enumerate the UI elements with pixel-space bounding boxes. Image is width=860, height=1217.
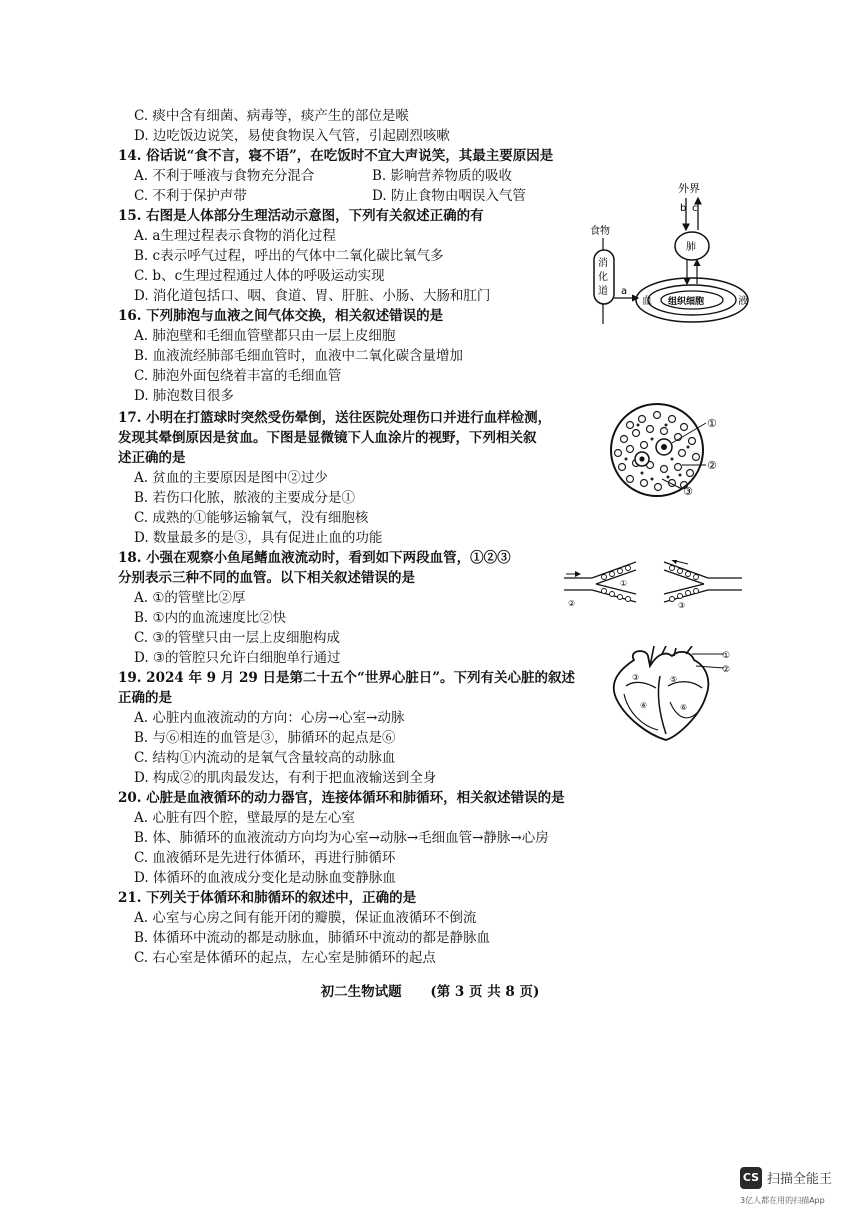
- q20-option-c: C. 血液循环是先进行体循环，再进行肺循环: [134, 850, 396, 866]
- q18-stem-2: 分别表示三种不同的血管。以下相关叙述错误的是: [118, 570, 415, 586]
- q16-stem: 16. 下列肺泡与血液之间气体交换，相关叙述错误的是: [118, 308, 444, 324]
- page-number: (第 3 页 共 8 页): [430, 984, 540, 1000]
- q20-stem: 20. 心脏是血液循环的动力器官，连接体循环和肺循环，相关叙述错误的是: [118, 790, 565, 806]
- outside-label: 外界: [678, 182, 700, 195]
- tract-char-2: 化: [598, 272, 608, 283]
- septum: [658, 676, 666, 734]
- q19-option-b: B. 与⑥相连的血管是③，肺循环的起点是⑥: [134, 730, 396, 746]
- q15-stem: 15. 右图是人体部分生理活动示意图，下列有关叙述正确的有: [118, 208, 484, 224]
- camscanner-logo: CS: [740, 1167, 762, 1189]
- heart-label-5: ⑤: [670, 675, 678, 684]
- leader-3: [662, 479, 682, 489]
- tissue-label: 组织细胞: [668, 297, 705, 307]
- q14-stem: 14. 俗话说“食不言，寝不语”，在吃饭时不宜大声说笑，其最主要原因是: [118, 148, 554, 164]
- q17-stem-1: 17. 小明在打篮球时突然受伤晕倒，送往医院处理伤口并进行血样检测，: [118, 410, 552, 426]
- q18-option-b: B. ①内的血流速度比②快: [134, 610, 287, 626]
- q18-option-a: A. ①的管壁比②厚: [134, 590, 246, 606]
- b-label: b: [680, 203, 687, 214]
- heart-leader-2: [696, 666, 724, 668]
- q20-option-d: D. 体循环的血液成分变化是动脉血变静脉血: [134, 870, 396, 886]
- q21-stem: 21. 下列关于体循环和肺循环的叙述中，正确的是: [118, 890, 417, 906]
- heart-label-2: ②: [722, 665, 731, 675]
- label-3: ③: [683, 485, 693, 498]
- q15-option-a: A. a生理过程表示食物的消化过程: [134, 228, 336, 244]
- lung-label: 肺: [686, 242, 696, 253]
- q21-option-c: C. 右心室是体循环的起点，左心室是肺循环的起点: [134, 950, 436, 966]
- right-label-3: ③: [678, 601, 686, 610]
- valves: [626, 682, 702, 688]
- q14-option-d: D. 防止食物由咽误入气管: [372, 188, 526, 204]
- brand-name: 扫描全能王: [767, 1172, 833, 1187]
- q17-option-b: B. 若伤口化脓，脓液的主要成分是①: [134, 490, 356, 506]
- q13-option-d: D. 边吃饭边说笑，易使食物误入气管，引起剧烈咳嗽: [134, 128, 450, 144]
- q17-option-a: A. 贫血的主要原因是图中②过少: [134, 470, 328, 486]
- q17-option-c: C. 成熟的①能够运输氧气，没有细胞核: [134, 510, 369, 526]
- tract-char-1: 消: [598, 258, 608, 269]
- heart-label-1: ①: [722, 651, 731, 661]
- q16-option-c: C. 肺泡外面包绕着丰富的毛细血管: [134, 368, 342, 384]
- q15-physiology-diagram: [586, 178, 756, 328]
- q17-blood-smear: [602, 403, 728, 499]
- q15-option-c: C. b、c生理过程通过人体的呼吸运动实现: [134, 268, 385, 284]
- vessel-right: [664, 562, 742, 602]
- q14-option-b: B. 影响营养物质的吸收: [372, 168, 513, 184]
- wbc-nucleus-1: [661, 444, 667, 450]
- label-1: ①: [707, 417, 717, 430]
- q15-option-d: D. 消化道包括口、咽、食道、胃、肝脏、小肠、大肠和肛门: [134, 288, 491, 304]
- a-label: a: [621, 286, 628, 297]
- c-label: c: [692, 203, 698, 214]
- food-label: 食物: [590, 226, 610, 237]
- q17-stem-3: 述正确的是: [118, 450, 186, 466]
- q19-option-a: A. 心脏内血液流动的方向：心房→心室→动脉: [134, 710, 405, 726]
- exam-title: 初二生物试题: [320, 984, 402, 1000]
- q21-option-b: B. 体循环中流动的都是动脉血，肺循环中流动的都是静脉血: [134, 930, 491, 946]
- q19-option-c: C. 结构①内流动的是氧气含量较高的动脉血: [134, 750, 396, 766]
- q19-heart-diagram: [606, 646, 732, 742]
- wbc-nucleus-2: [639, 456, 644, 461]
- heart-label-4: ④: [640, 701, 648, 710]
- brand-tagline: 3亿人都在用的扫描App: [740, 1196, 825, 1205]
- heart-label-3: ③: [632, 673, 640, 682]
- page-footer: [0, 980, 860, 1000]
- fluid-label: 液: [738, 296, 748, 307]
- q17-option-d: D. 数量最多的是③，具有促进止血的功能: [134, 530, 383, 546]
- q21-option-a: A. 心室与心房之间有能开闭的瓣膜，保证血液循环不倒流: [134, 910, 477, 926]
- q20-option-a: A. 心脏有四个腔，壁最厚的是左心室: [134, 810, 355, 826]
- q18-option-d: D. ③的管腔只允许白细胞单行通过: [134, 650, 341, 666]
- q16-option-a: A. 肺泡壁和毛细血管壁都只由一层上皮细胞: [134, 328, 396, 344]
- heart-outline: [614, 651, 709, 740]
- q18-stem-1: 18. 小强在观察小鱼尾鳍血液流动时，看到如下两段血管，①②③: [118, 550, 511, 566]
- blood-label: 血: [642, 296, 652, 307]
- heart-label-6: ⑥: [680, 703, 688, 712]
- q19-stem-2: 正确的是: [118, 690, 172, 706]
- flow-arrow-right: [672, 560, 688, 564]
- q16-option-b: B. 血液流经肺部毛细血管时，血液中二氧化碳含量增加: [134, 348, 464, 364]
- q19-option-d: D. 构成②的肌肉最发达，有利于把血液输送到全身: [134, 770, 437, 786]
- scanner-watermark: [740, 1167, 850, 1211]
- left-label-1: ①: [620, 579, 628, 588]
- q18-option-c: C. ③的管壁只由一层上皮细胞构成: [134, 630, 341, 646]
- tract-char-3: 道: [598, 286, 608, 297]
- q14-option-c: C. 不利于保护声带: [134, 188, 247, 204]
- left-label-2: ②: [568, 599, 576, 608]
- q18-vessels-diagram: [560, 560, 746, 610]
- label-2: ②: [707, 459, 717, 472]
- q20-option-b: B. 体、肺循环的血液流动方向均为心室→动脉→毛细血管→静脉→心房: [134, 830, 549, 846]
- q16-option-d: D. 肺泡数目很多: [134, 388, 234, 404]
- q14-option-a: A. 不利于唾液与食物充分混合: [134, 168, 315, 184]
- q17-stem-2: 发现其晕倒原因是贫血。下图是显微镜下人血涂片的视野，下列相关叙: [118, 430, 537, 446]
- q19-stem-1: 19. 2024 年 9 月 29 日是第二十五个“世界心脏日”。下列有关心脏的叙述: [118, 670, 575, 686]
- q13-option-c: C. 痰中含有细菌、病毒等，痰产生的部位是喉: [134, 108, 409, 124]
- q15-option-b: B. c表示呼气过程，呼出的气体中二氧化碳比氧气多: [134, 248, 444, 264]
